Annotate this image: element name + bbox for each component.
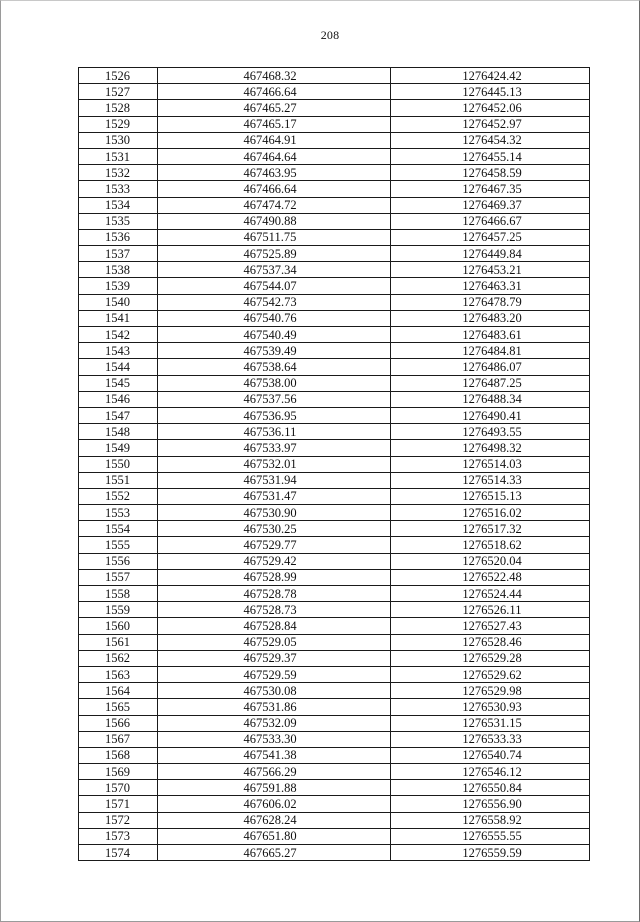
table-row [79,327,590,343]
y-coordinate-cell: 1276528.46 [391,634,590,650]
table-row [79,812,590,828]
y-coordinate-cell: 1276529.62 [391,666,590,682]
point-number-cell: 1572 [79,812,158,828]
x-coordinate-cell: 467474.72 [158,197,391,213]
y-coordinate-cell: 1276518.62 [391,537,590,553]
point-number-cell: 1546 [79,391,158,407]
point-number-cell: 1535 [79,213,158,229]
y-coordinate-cell: 1276487.25 [391,375,590,391]
point-number-cell: 1526 [79,68,158,84]
point-number-cell: 1570 [79,780,158,796]
x-coordinate-cell: 467541.38 [158,747,391,763]
point-number-cell: 1567 [79,731,158,747]
point-number-cell: 1561 [79,634,158,650]
x-coordinate-cell: 467591.88 [158,780,391,796]
x-coordinate-cell: 467463.95 [158,165,391,181]
y-coordinate-cell: 1276478.79 [391,294,590,310]
table-row [79,602,590,618]
table-row [79,618,590,634]
point-number-cell: 1528 [79,100,158,116]
table-row [79,391,590,407]
x-coordinate-cell: 467532.09 [158,715,391,731]
y-coordinate-cell: 1276483.61 [391,327,590,343]
table-row [79,634,590,650]
x-coordinate-cell: 467528.78 [158,586,391,602]
x-coordinate-cell: 467529.05 [158,634,391,650]
table-row [79,537,590,553]
y-coordinate-cell: 1276522.48 [391,569,590,585]
y-coordinate-cell: 1276493.55 [391,424,590,440]
x-coordinate-cell: 467529.59 [158,666,391,682]
table-row [79,100,590,116]
y-coordinate-cell: 1276467.35 [391,181,590,197]
x-coordinate-cell: 467537.56 [158,391,391,407]
y-coordinate-cell: 1276530.93 [391,699,590,715]
point-number-cell: 1539 [79,278,158,294]
x-coordinate-cell: 467532.01 [158,456,391,472]
y-coordinate-cell: 1276452.97 [391,116,590,132]
x-coordinate-cell: 467528.73 [158,602,391,618]
x-coordinate-cell: 467536.95 [158,407,391,423]
point-number-cell: 1556 [79,553,158,569]
y-coordinate-cell: 1276486.07 [391,359,590,375]
table-row [79,229,590,245]
y-coordinate-cell: 1276498.32 [391,440,590,456]
table-row [79,699,590,715]
table-row [79,440,590,456]
point-number-cell: 1564 [79,683,158,699]
x-coordinate-cell: 467464.64 [158,148,391,164]
point-number-cell: 1544 [79,359,158,375]
table-row [79,278,590,294]
x-coordinate-cell: 467542.73 [158,294,391,310]
y-coordinate-cell: 1276454.32 [391,132,590,148]
table-row [79,68,590,84]
y-coordinate-cell: 1276524.44 [391,586,590,602]
point-number-cell: 1555 [79,537,158,553]
x-coordinate-cell: 467466.64 [158,84,391,100]
table-row [79,586,590,602]
point-number-cell: 1565 [79,699,158,715]
point-number-cell: 1573 [79,828,158,844]
point-number-cell: 1552 [79,488,158,504]
y-coordinate-cell: 1276469.37 [391,197,590,213]
y-coordinate-cell: 1276529.28 [391,650,590,666]
table-row [79,246,590,262]
x-coordinate-cell: 467465.17 [158,116,391,132]
x-coordinate-cell: 467464.91 [158,132,391,148]
point-number-cell: 1559 [79,602,158,618]
x-coordinate-cell: 467468.32 [158,68,391,84]
point-number-cell: 1574 [79,845,158,861]
x-coordinate-cell: 467538.00 [158,375,391,391]
table-row [79,213,590,229]
x-coordinate-cell: 467531.94 [158,472,391,488]
point-number-cell: 1548 [79,424,158,440]
point-number-cell: 1547 [79,407,158,423]
point-number-cell: 1563 [79,666,158,682]
point-number-cell: 1562 [79,650,158,666]
table-row [79,359,590,375]
table-row [79,569,590,585]
table-row [79,343,590,359]
x-coordinate-cell: 467540.76 [158,310,391,326]
y-coordinate-cell: 1276558.92 [391,812,590,828]
y-coordinate-cell: 1276424.42 [391,68,590,84]
y-coordinate-cell: 1276526.11 [391,602,590,618]
point-number-cell: 1542 [79,327,158,343]
x-coordinate-cell: 467540.49 [158,327,391,343]
point-number-cell: 1543 [79,343,158,359]
table-row [79,294,590,310]
table-row [79,262,590,278]
x-coordinate-cell: 467537.34 [158,262,391,278]
x-coordinate-cell: 467490.88 [158,213,391,229]
y-coordinate-cell: 1276457.25 [391,229,590,245]
table-row [79,181,590,197]
x-coordinate-cell: 467566.29 [158,764,391,780]
table-row [79,845,590,861]
x-coordinate-cell: 467465.27 [158,100,391,116]
point-number-cell: 1549 [79,440,158,456]
x-coordinate-cell: 467511.75 [158,229,391,245]
point-number-cell: 1558 [79,586,158,602]
y-coordinate-cell: 1276452.06 [391,100,590,116]
x-coordinate-cell: 467628.24 [158,812,391,828]
table-row [79,747,590,763]
x-coordinate-cell: 467531.86 [158,699,391,715]
point-number-cell: 1550 [79,456,158,472]
table-row [79,553,590,569]
point-number-cell: 1560 [79,618,158,634]
y-coordinate-cell: 1276531.15 [391,715,590,731]
x-coordinate-cell: 467528.84 [158,618,391,634]
x-coordinate-cell: 467529.37 [158,650,391,666]
x-coordinate-cell: 467528.99 [158,569,391,585]
y-coordinate-cell: 1276533.33 [391,731,590,747]
y-coordinate-cell: 1276556.90 [391,796,590,812]
y-coordinate-cell: 1276514.33 [391,472,590,488]
y-coordinate-cell: 1276515.13 [391,488,590,504]
point-number-cell: 1532 [79,165,158,181]
y-coordinate-cell: 1276546.12 [391,764,590,780]
x-coordinate-cell: 467530.25 [158,521,391,537]
y-coordinate-cell: 1276527.43 [391,618,590,634]
table-row [79,731,590,747]
table-row [79,407,590,423]
coordinates-table-body [79,68,590,861]
y-coordinate-cell: 1276559.59 [391,845,590,861]
y-coordinate-cell: 1276483.20 [391,310,590,326]
point-number-cell: 1533 [79,181,158,197]
x-coordinate-cell: 467539.49 [158,343,391,359]
y-coordinate-cell: 1276490.41 [391,407,590,423]
y-coordinate-cell: 1276463.31 [391,278,590,294]
table-row [79,780,590,796]
y-coordinate-cell: 1276517.32 [391,521,590,537]
table-row [79,505,590,521]
x-coordinate-cell: 467533.97 [158,440,391,456]
point-number-cell: 1566 [79,715,158,731]
y-coordinate-cell: 1276550.84 [391,780,590,796]
table-row [79,666,590,682]
x-coordinate-cell: 467530.90 [158,505,391,521]
point-number-cell: 1541 [79,310,158,326]
x-coordinate-cell: 467525.89 [158,246,391,262]
table-row [79,796,590,812]
table-row [79,116,590,132]
table-row [79,148,590,164]
table-row [79,197,590,213]
x-coordinate-cell: 467651.80 [158,828,391,844]
table-row [79,488,590,504]
x-coordinate-cell: 467529.77 [158,537,391,553]
point-number-cell: 1540 [79,294,158,310]
y-coordinate-cell: 1276516.02 [391,505,590,521]
y-coordinate-cell: 1276555.55 [391,828,590,844]
x-coordinate-cell: 467530.08 [158,683,391,699]
y-coordinate-cell: 1276458.59 [391,165,590,181]
table-row [79,165,590,181]
point-number-cell: 1557 [79,569,158,585]
point-number-cell: 1531 [79,148,158,164]
y-coordinate-cell: 1276453.21 [391,262,590,278]
table-row [79,715,590,731]
x-coordinate-cell: 467533.30 [158,731,391,747]
table-row [79,424,590,440]
y-coordinate-cell: 1276445.13 [391,84,590,100]
table-row [79,683,590,699]
point-number-cell: 1554 [79,521,158,537]
y-coordinate-cell: 1276466.67 [391,213,590,229]
y-coordinate-cell: 1276540.74 [391,747,590,763]
point-number-cell: 1529 [79,116,158,132]
table-row [79,828,590,844]
y-coordinate-cell: 1276455.14 [391,148,590,164]
point-number-cell: 1536 [79,229,158,245]
table-row [79,132,590,148]
table-row [79,375,590,391]
x-coordinate-cell: 467531.47 [158,488,391,504]
table-row [79,456,590,472]
x-coordinate-cell: 467536.11 [158,424,391,440]
y-coordinate-cell: 1276520.04 [391,553,590,569]
point-number-cell: 1530 [79,132,158,148]
y-coordinate-cell: 1276529.98 [391,683,590,699]
table-row [79,764,590,780]
point-number-cell: 1537 [79,246,158,262]
y-coordinate-cell: 1276514.03 [391,456,590,472]
point-number-cell: 1551 [79,472,158,488]
y-coordinate-cell: 1276484.81 [391,343,590,359]
point-number-cell: 1571 [79,796,158,812]
x-coordinate-cell: 467529.42 [158,553,391,569]
coordinates-table [78,67,590,861]
x-coordinate-cell: 467606.02 [158,796,391,812]
table-row [79,521,590,537]
point-number-cell: 1545 [79,375,158,391]
table-row [79,84,590,100]
point-number-cell: 1538 [79,262,158,278]
x-coordinate-cell: 467538.64 [158,359,391,375]
x-coordinate-cell: 467466.64 [158,181,391,197]
x-coordinate-cell: 467665.27 [158,845,391,861]
point-number-cell: 1569 [79,764,158,780]
table-row [79,650,590,666]
point-number-cell: 1568 [79,747,158,763]
y-coordinate-cell: 1276449.84 [391,246,590,262]
point-number-cell: 1553 [79,505,158,521]
table-row [79,310,590,326]
point-number-cell: 1534 [79,197,158,213]
table-row [79,472,590,488]
point-number-cell: 1527 [79,84,158,100]
y-coordinate-cell: 1276488.34 [391,391,590,407]
page-number: 208 [320,28,340,42]
x-coordinate-cell: 467544.07 [158,278,391,294]
